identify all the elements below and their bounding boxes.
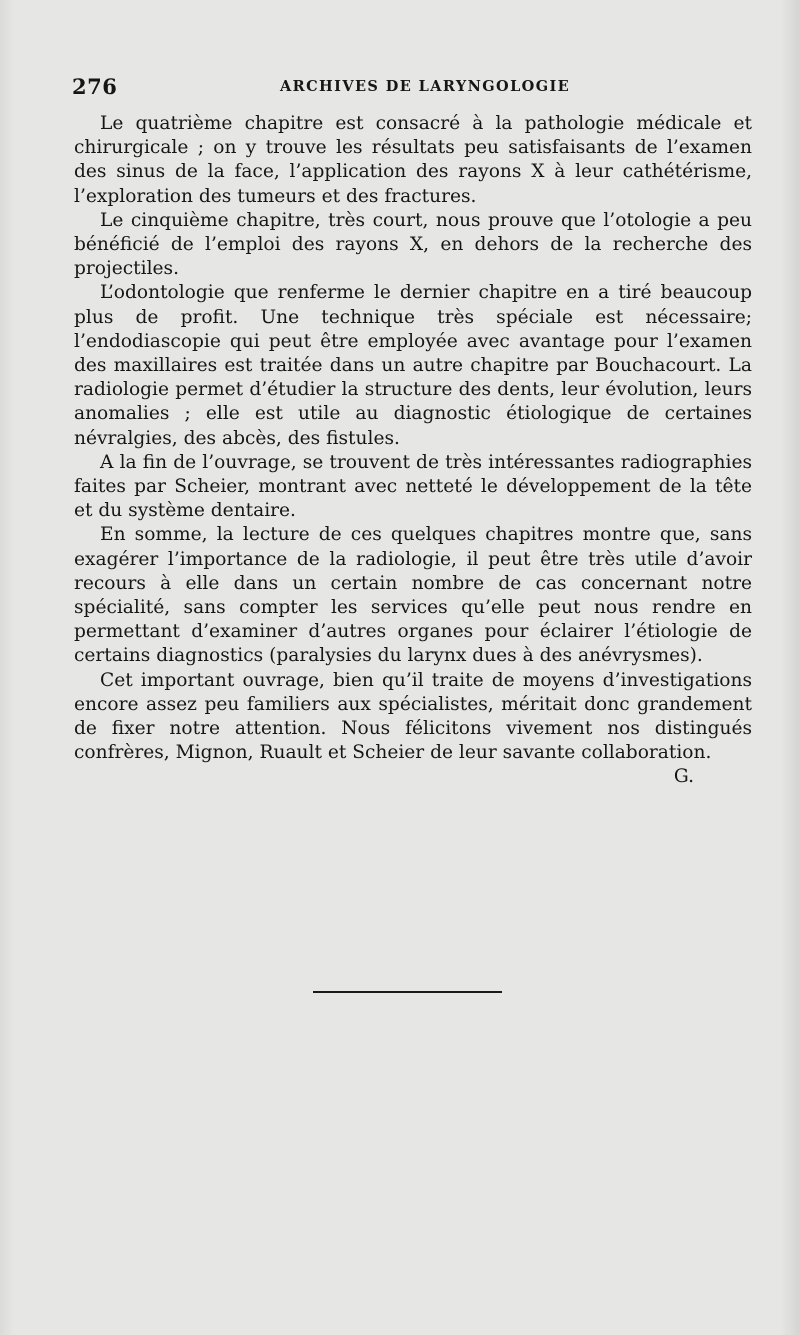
paragraph-conclusion: Cet important ouvrage, bien qu’il traite de moyens d’investigations encore assez peu familiers aux spécialistes, méritait donc grandement de fixer notre attention. Nous félicitons vivement nos distingués confrères, Mignon, Ruault et Scheier de leur savante collaboration. bbox=[74, 669, 752, 764]
author-signature: G. bbox=[673, 766, 694, 788]
paragraph-chapter-five: Le cinquième chapitre, très court, nous prouve que l’otologie a peu bénéficié de l’emploi des rayons X, en dehors de la recherche des projectiles. bbox=[74, 209, 752, 280]
paragraph-radiographs: A la fin de l’ouvrage, se trouvent de très intéressantes radiographies faites par Scheier, montrant avec netteté le développement de la tête et du système dentaire. bbox=[74, 451, 752, 522]
paragraph-odontology: L’odontologie que renferme le dernier chapitre en a tiré beaucoup plus de profit. Une technique très spéciale est nécessaire; l’endodiascopie qui peut être employée avec avantage pour l’examen des maxillaires est traitée dans un autre chapitre par Bouchacourt. La radiologie permet d’étudier la structure des dents, leur évolution, leurs anomalies ; elle est utile au diagnostic étiologique de certaines névralgies, des abcès, des fistules. bbox=[74, 282, 752, 449]
paragraph-chapter-four: Le quatrième chapitre est consacré à la pathologie médicale et chirurgicale ; on y trouve les résultats peu satisfaisants de l’examen des sinus de la face, l’application des rayons X à leur cathétérisme, l’exploration des tumeurs et des fractures. bbox=[74, 113, 752, 207]
paragraph-summary: En somme, la lecture de ces quelques chapitres montre que, sans exagérer l’importance de la radiologie, il peut être très utile d’avoir recours à elle dans un certain nombre de cas concernant notre spécialité, sans compter les services qu’elle peut nous rendre en permettant d’examiner d’autres organes pour éclairer l’étiologie de certains diagnostics (paralysies du larynx dues à des anévrysmes). bbox=[74, 524, 752, 667]
running-title: ARCHIVES DE LARYNGOLOGIE bbox=[280, 78, 571, 95]
page-header bbox=[72, 74, 772, 104]
body-text bbox=[74, 112, 752, 790]
page-number: 276 bbox=[72, 74, 118, 99]
section-divider bbox=[313, 991, 502, 993]
